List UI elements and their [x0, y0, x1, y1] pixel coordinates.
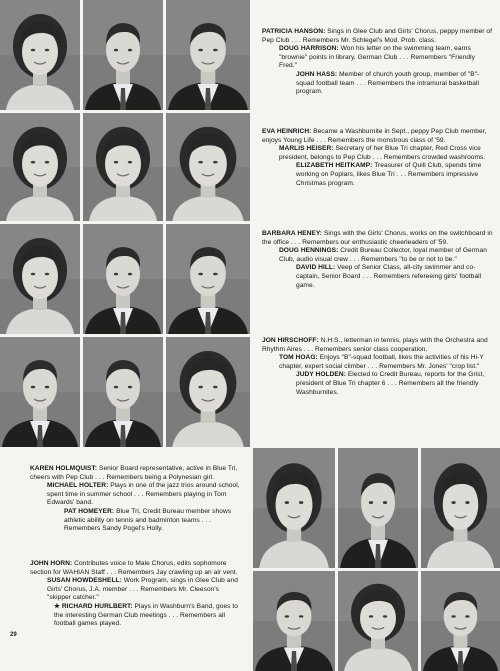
- portrait-judy-holden: [166, 337, 250, 447]
- portrait-doug-hennings: [83, 224, 163, 334]
- portrait-jon-hirschoff-image: [0, 337, 80, 447]
- caption-entry: MARLIS HEISER: Secretary of her Blue Tri chapter, Red Cross vice president, belongs to Pep Club . . . Remembers crowded washrooms.: [279, 145, 486, 161]
- portrait-judy-holden-image: [166, 337, 250, 447]
- portrait-david-hill: [166, 224, 250, 334]
- portrait-marlis-heiser-image: [83, 113, 163, 221]
- caption-entry: TOM HOAG: Enjoys "B"-squad football, likes the activities of his Hi-Y chapter, expert social climber . . . Remembers Mr. Jones' "crop list.": [279, 354, 484, 370]
- caption-entry: SUSAN HOWDESHELL: Work Program, sings in Glee Club and Girls' Chorus, J.A. member . . . Remembers Mr. Cleeson's "skipper catcher.": [47, 577, 238, 602]
- caption-group-5: [30, 465, 244, 534]
- caption-entry: JOHN HORN: Contributes voice to Male Chorus, edits sophomore section for WAHIAN Staff . . . Remembers Jay crawling up an air vent.: [30, 560, 238, 576]
- portrait-doug-harrison: [83, 0, 163, 110]
- caption-entry: JOHN HASS: Member of church youth group, member of "B"-squad football team . . . Remembers the intramural basketball program.: [296, 70, 480, 96]
- caption-entry: DOUG HARRISON: Won his letter on the swimming team, earns "brownie" points in library, German Club . . . Remembers "Friendly Fred.": [279, 45, 475, 70]
- caption-entry: PATRICIA HANSON: Sings in Glee Club and Girls' Chorus, peppy member of Pep Club . . . Remembers Mr. Schlegel's Mod. Prob. class.: [262, 28, 493, 44]
- portrait-richard-hurlbert: [421, 571, 500, 671]
- portrait-elizabeth-heitkamp-image: [166, 113, 250, 221]
- portrait-doug-hennings-image: [83, 224, 163, 334]
- portrait-elizabeth-heitkamp: [166, 113, 250, 221]
- page-number: 29: [10, 632, 17, 638]
- caption-entry: KAREN HOLMQUIST: Senior Board representative, active in Blue Tri, cheers with Pep Club . . . Remembers being a Polynesian girl.: [30, 465, 238, 481]
- caption-entry: EVA HEINRICH: Became a Washburnite in Sept., peppy Pep Club member, enjoys Young Life . . . Remembers the monstrous class of '59.: [262, 128, 487, 144]
- portrait-patricia-hanson: [0, 0, 80, 110]
- caption-entry: ★ RICHARD HURLBERT: Plays in Washburn's Band, goes to the interesting German Club meetings . . . Remembers all football games played.: [54, 602, 239, 628]
- portrait-susan-howdeshell-image: [338, 571, 418, 671]
- caption-entry: PAT HOMEYER: Blue Tri, Credit Bureau member shows athletic ability on tennis and badminton teams . . . Remembers Sandy Pogel's Holly.: [64, 507, 232, 533]
- caption-entry: DOUG HENNINGS: Credit Bureau Collector, loyal member of German Club, audio visual crew . . . Remembers "to be or not to be.": [279, 247, 487, 263]
- caption-entry: BARBARA HENEY: Sings with the Girls' Chorus, works on the switchboard in the office . . . Remembers our enthusiastic cheerleaders of '59.: [262, 230, 493, 246]
- portrait-jon-hirschoff: [0, 337, 80, 447]
- portrait-eva-heinrich-image: [0, 113, 80, 221]
- caption-entry: ELIZABETH HEITKAMP: Treasurer of Quill Club, spends time working on Poplars, likes Blue Tri . . . Remembers impressive Christmas program.: [296, 162, 482, 187]
- portrait-pat-homeyer-image: [421, 448, 500, 568]
- portrait-doug-harrison-image: [83, 0, 163, 110]
- caption-group-4: [262, 337, 494, 397]
- portrait-john-hass-image: [166, 0, 250, 110]
- portrait-john-horn: [253, 571, 335, 671]
- portrait-richard-hurlbert-image: [421, 571, 500, 671]
- portrait-tom-hoag: [83, 337, 163, 447]
- portrait-eva-heinrich: [0, 113, 80, 221]
- caption-entry: DAVID HILL: Veep of Senior Class, all-city swimmer and co-captain, Senior Board . . . Remembers refereeing girls' football game.: [296, 264, 482, 289]
- portrait-barbara-heney-image: [0, 224, 80, 334]
- portrait-karen-holmquist-image: [253, 448, 335, 568]
- portrait-john-horn-image: [253, 571, 335, 671]
- portrait-karen-holmquist: [253, 448, 335, 568]
- caption-group-3: [262, 230, 494, 290]
- caption-group-2: [262, 128, 494, 188]
- portrait-tom-hoag-image: [83, 337, 163, 447]
- caption-group-1: [262, 28, 494, 97]
- portrait-john-hass: [166, 0, 250, 110]
- caption-group-6: [30, 560, 244, 629]
- portrait-patricia-hanson-image: [0, 0, 80, 110]
- caption-entry: JON HIRSCHOFF: N.H.S., letterman in tennis, plays with the Orchestra and Rhythm Aires . . . Remembers senior class cooperation.: [262, 337, 488, 353]
- portrait-david-hill-image: [166, 224, 250, 334]
- caption-entry: MICHAEL HOLTER: Plays in one of the jazz trios around school, spent time in summer school . . . Remembers playing in Tom Edwards' band.: [47, 482, 240, 507]
- portrait-barbara-heney: [0, 224, 80, 334]
- portrait-michael-holter: [338, 448, 418, 568]
- portrait-michael-holter-image: [338, 448, 418, 568]
- caption-entry: JUDY HOLDEN: Elected to Credit Bureau, reports for the Grist, president of Blue Tri chapter 6 . . . Remembers all the friendly Washburnites.: [296, 371, 485, 396]
- portrait-susan-howdeshell: [338, 571, 418, 671]
- portrait-pat-homeyer: [421, 448, 500, 568]
- portrait-marlis-heiser: [83, 113, 163, 221]
